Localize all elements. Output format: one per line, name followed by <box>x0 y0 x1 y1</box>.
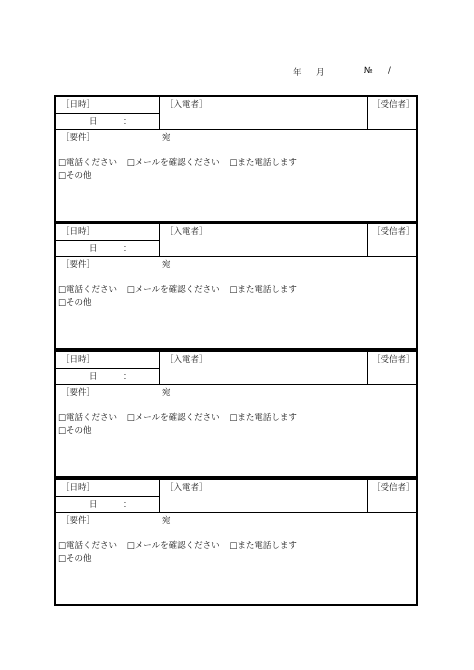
option-other[interactable]: □その他 <box>58 554 92 564</box>
date-cell <box>56 480 160 512</box>
page-header <box>0 66 474 80</box>
day-label: 日 <box>89 372 98 382</box>
receiver-label: ［受信者］ <box>372 100 415 110</box>
memo-header-row <box>56 480 416 513</box>
option-will-call-again[interactable]: □また電話します <box>229 541 297 551</box>
message-body[interactable] <box>56 513 416 604</box>
receiver-label: ［受信者］ <box>372 227 415 237</box>
caller-cell[interactable] <box>160 97 368 129</box>
month-label: 月 <box>316 68 325 78</box>
time-colon: ： <box>123 117 132 127</box>
option-will-call-again[interactable]: □また電話します <box>229 413 297 423</box>
option-other[interactable]: □その他 <box>58 298 92 308</box>
receiver-cell[interactable] <box>368 224 416 256</box>
addressee-suffix: 宛 <box>162 133 171 143</box>
day-time-field[interactable] <box>56 496 159 513</box>
date-cell <box>56 352 160 384</box>
caller-cell[interactable] <box>160 224 368 256</box>
day-time-field[interactable] <box>56 113 159 130</box>
year-label: 年 <box>293 68 302 78</box>
receiver-label: ［受信者］ <box>372 483 415 493</box>
option-call-back[interactable]: □電話ください <box>58 285 118 295</box>
caller-label: ［入電者］ <box>165 483 208 493</box>
caller-label: ［入電者］ <box>165 355 208 365</box>
phone-memo <box>54 350 418 478</box>
date-cell <box>56 224 160 256</box>
addressee-suffix: 宛 <box>162 516 171 526</box>
options-row <box>58 411 304 423</box>
number-label: № <box>364 66 373 76</box>
addressee-suffix: 宛 <box>162 260 171 270</box>
memo-header-row <box>56 97 416 130</box>
date-label: ［日時］ <box>61 355 96 365</box>
message-body[interactable] <box>56 130 416 221</box>
caller-cell[interactable] <box>160 480 368 512</box>
option-check-email[interactable]: □メールを確認ください <box>126 541 220 551</box>
date-label: ［日時］ <box>61 227 96 237</box>
option-will-call-again[interactable]: □また電話します <box>229 285 297 295</box>
message-body[interactable] <box>56 257 416 348</box>
time-colon: ： <box>123 372 132 382</box>
day-time-field[interactable] <box>56 368 159 385</box>
option-check-email[interactable]: □メールを確認ください <box>126 158 220 168</box>
receiver-cell[interactable] <box>368 480 416 512</box>
option-call-back[interactable]: □電話ください <box>58 413 118 423</box>
memo-header-row <box>56 224 416 257</box>
option-other[interactable]: □その他 <box>58 171 92 181</box>
day-label: 日 <box>89 117 98 127</box>
subject-label: ［要件］ <box>61 260 96 270</box>
date-label: ［日時］ <box>61 483 96 493</box>
caller-cell[interactable] <box>160 352 368 384</box>
addressee-suffix: 宛 <box>162 388 171 398</box>
receiver-cell[interactable] <box>368 352 416 384</box>
subject-label: ［要件］ <box>61 516 96 526</box>
phone-memo <box>54 478 418 606</box>
receiver-cell[interactable] <box>368 97 416 129</box>
phone-memo <box>54 95 418 223</box>
time-colon: ： <box>123 500 132 510</box>
date-cell <box>56 97 160 129</box>
day-label: 日 <box>89 244 98 254</box>
option-other[interactable]: □その他 <box>58 426 92 436</box>
subject-label: ［要件］ <box>61 388 96 398</box>
option-check-email[interactable]: □メールを確認ください <box>126 285 220 295</box>
day-label: 日 <box>89 500 98 510</box>
options-row <box>58 539 304 551</box>
caller-label: ［入電者］ <box>165 100 208 110</box>
day-time-field[interactable] <box>56 240 159 257</box>
options-row <box>58 283 304 295</box>
subject-label: ［要件］ <box>61 133 96 143</box>
option-call-back[interactable]: □電話ください <box>58 541 118 551</box>
option-call-back[interactable]: □電話ください <box>58 158 118 168</box>
message-body[interactable] <box>56 385 416 476</box>
option-will-call-again[interactable]: □また電話します <box>229 158 297 168</box>
caller-label: ［入電者］ <box>165 227 208 237</box>
options-row <box>58 156 304 168</box>
option-check-email[interactable]: □メールを確認ください <box>126 413 220 423</box>
date-label: ［日時］ <box>61 100 96 110</box>
phone-memo <box>54 222 418 350</box>
receiver-label: ［受信者］ <box>372 355 415 365</box>
memo-header-row <box>56 352 416 385</box>
number-slash: / <box>388 66 391 76</box>
time-colon: ： <box>123 244 132 254</box>
